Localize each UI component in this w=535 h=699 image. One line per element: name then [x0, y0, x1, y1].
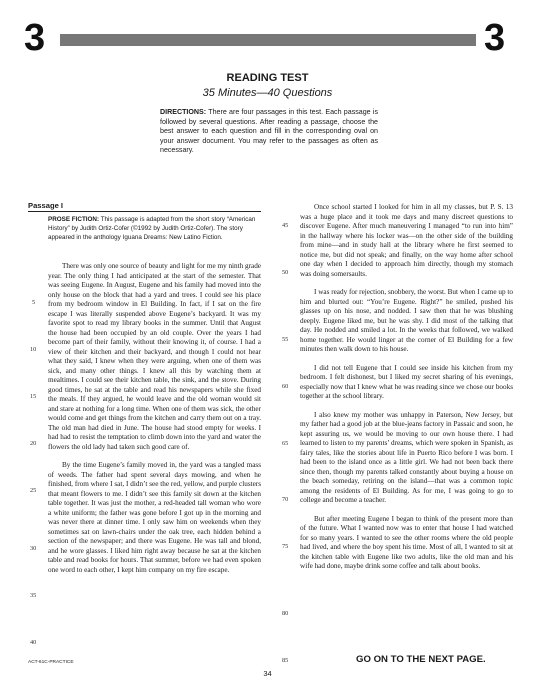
- paragraph: There was only one source of beauty and light for me my ninth grade year. The only thing I had anticipated at the start of the semester. That was seeing Eugene. In August, Eugene and his family had moved into the only house on the block that had a yard and trees. I could see his place from my bedroom window in El Building. In fact, if I sat on the fire escape I was literally suspended above Eugene’s backyard. It was my favorite spot to read my library books in the summer. Until that August the house had been occupied by an old couple. Over the years I had become part of their family, without their knowing it, of course. I had a view of their kitchen and their backyard, and though I could not hear what they said, I knew when they were arguing, when one of them was sick, and many other things. I knew all this by watching them at mealtimes. I could see their kitchen table, the sink, and the stove. During good times, he sat at the table and read his newspapers while she fixed the meals. If they argued, he would leave and the old woman would sit and stare at nothing for a long time. When one of them was sick, the other would come and get things from the kitchen and carry them out on a tray. The old man had died in June. The house had stood empty for weeks. I had had to resist the temptation to climb down into the yard and water the flowers the old lady had taken such good care of.: [48, 262, 261, 451]
- line-number: 50: [282, 269, 289, 276]
- line-number: 85: [282, 657, 289, 664]
- footer-form-code: ACT-61C-PRACTICE: [28, 660, 74, 665]
- intro-text: This passage is adapted from the short story “American History” by Judith Ortiz-Cofer (©1992 by Judith Ortiz-Cofer). The story appeared in the anthology Iguana Dreams: New Latino Fiction.: [48, 216, 256, 241]
- line-number: 75: [282, 543, 289, 550]
- passage-intro: [48, 216, 261, 242]
- paragraph: Once school started I looked for him in all my classes, but P. S. 13 was a huge place and it took me days and many discreet questions to discover Eugene. After much maneuvering I managed “to run into him” in the hallway where his locker was—on the other side of the building from mine—and in study hall at the library where he first seemed to notice me, but did not speak; and finally, on the way home after school one day when I decided to approach him directly, though my stomach was doing somersaults.: [300, 203, 513, 278]
- line-number: 60: [282, 383, 289, 390]
- go-on-notice: GO ON TO THE NEXT PAGE.: [356, 654, 486, 665]
- paragraph: I did not tell Eugene that I could see inside his kitchen from my bedroom. I felt dishonest, but I liked my secret sharing of his evenings, especially now that I knew what he was reading since we chose our books together at the school library.: [300, 363, 513, 400]
- test-subtitle: 35 Minutes—40 Questions: [202, 87, 333, 99]
- paragraph: I was ready for rejection, snobbery, the worst. But when I came up to him and blurted out: “You’re Eugene. Right?” he smiled, pushed his glasses up on his nose, and nodded. I saw then that he was blushing deeply. Eugene liked me, but he was shy. I did most of the talking that day. He nodded and smiled a lot. In the weeks that followed, we walked home together. He would linger at the corner of El Building for a few minutes then walk down to his house.: [300, 288, 513, 353]
- line-number: 40: [30, 639, 37, 646]
- line-number: 55: [282, 336, 289, 343]
- line-number: 10: [30, 346, 37, 353]
- line-number: 45: [282, 222, 289, 229]
- intro-label: PROSE FICTION:: [48, 216, 100, 223]
- line-number: 25: [30, 487, 37, 494]
- section-number-left: 3: [24, 17, 46, 59]
- passage-heading: Passage I: [28, 201, 64, 210]
- directions-label: DIRECTIONS:: [160, 108, 207, 116]
- page-number: 34: [263, 669, 272, 678]
- line-number: 35: [30, 592, 37, 599]
- line-number: 70: [282, 496, 289, 503]
- directions: [160, 108, 378, 156]
- section-number-right: 3: [484, 17, 506, 59]
- section-header-bar: [60, 34, 476, 46]
- paragraph: I also knew my mother was unhappy in Paterson, New Jersey, but my father had a good job at the blue-jeans factory in Passaic and soon, he kept assuring us, we would be moving to our own house there. I had learned to listen to my parents’ dreams, which were spoken in Spanish, as fairy tales, like the stories about life in Puerto Rico before I was born. I had been to the island once as a little girl. We had not been back there since then, though my parents talked constantly about buying a house on the beach someday, retiring on the island—that was a common topic among the residents of El Building. As for me, I was going to go to college and become a teacher.: [300, 410, 513, 504]
- line-number: 30: [30, 545, 37, 552]
- directions-text: There are four passages in this test. Each passage is followed by several questions. After reading a passage, choose the best answer to each question and fill in the corresponding oval on your answer document. You may refer to the passages as often as necessary.: [160, 108, 378, 155]
- line-number: 80: [282, 610, 289, 617]
- test-title: READING TEST: [226, 72, 309, 84]
- line-number: 65: [282, 440, 289, 447]
- passage-column-right: [300, 203, 513, 572]
- passage-divider: [28, 211, 261, 212]
- line-number: 15: [30, 393, 37, 400]
- line-number: 5: [32, 299, 36, 306]
- paragraph: But after meeting Eugene I began to think of the present more than of the future. What I wanted now was to enter that house I had watched for so many years. I wanted to see the other rooms where the old people had lived, and where the boy spent his time. Most of all, I wanted to sit at the kitchen table with Eugene like two adults, like the old man and his wife had done, maybe drink some coffee and talk about books.: [300, 514, 513, 570]
- passage-column-left: [48, 262, 261, 575]
- line-number: 20: [30, 440, 37, 447]
- paragraph: By the time Eugene’s family moved in, the yard was a tangled mass of weeds. The father had spent several days mowing, and when he finished, from where I sat, I didn’t see the red, yellow, and purple clusters that meant flowers to me. I didn’t see this family sit down at the kitchen table together. It was just the mother, a red-headed tall woman who wore a white uniform; the father was gone before I got up in the morning and was never there at dinner time. I only saw him on weekends when they sometimes sat on lawn-chairs under the oak tree, each hidden behind a section of the newspaper; and there was Eugene. He was tall and blond, and he wore glasses. I liked him right away because he sat at the kitchen table and read books for hours. That summer, before we had even spoken one word to each other, I kept him company on my fire escape.: [48, 461, 261, 574]
